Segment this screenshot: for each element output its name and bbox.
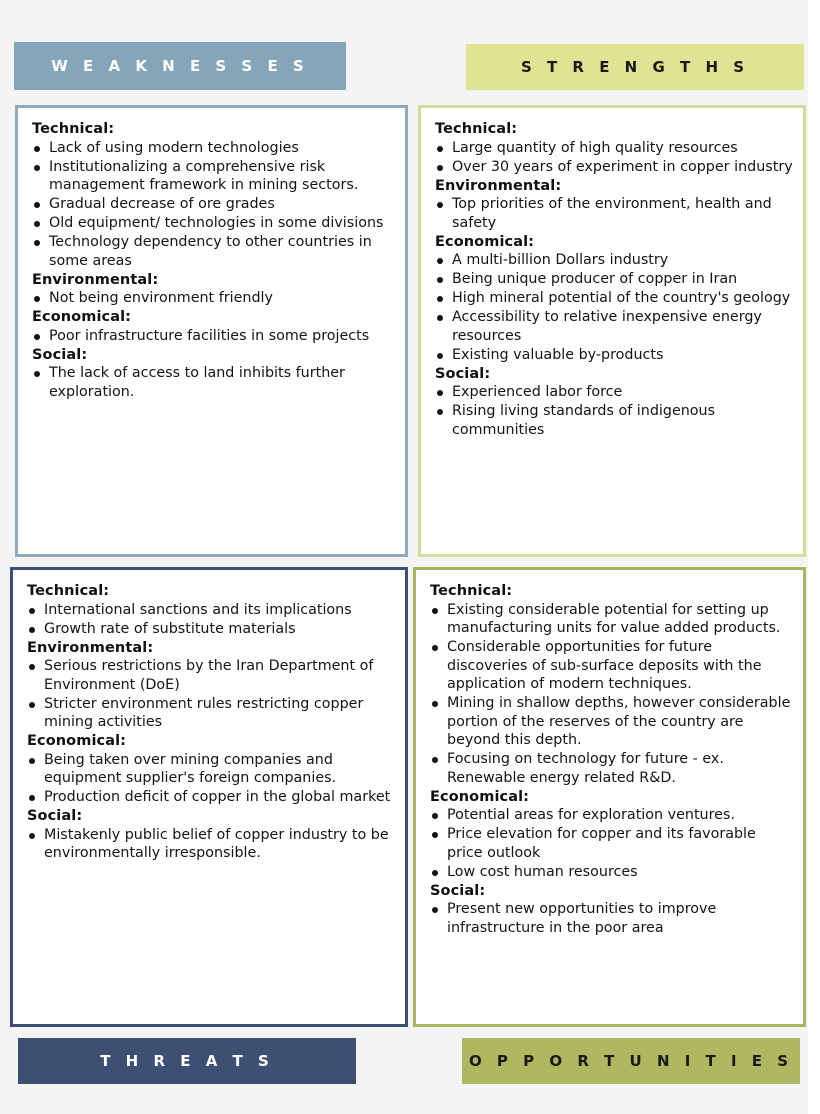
list-item: Rising living standards of indigenous communities bbox=[435, 402, 793, 439]
threats-box bbox=[10, 567, 408, 1027]
category-list bbox=[435, 195, 793, 232]
category-heading: Environmental: bbox=[32, 271, 159, 288]
list-item: International sanctions and its implications bbox=[27, 601, 395, 620]
category-heading: Technical: bbox=[32, 121, 115, 137]
threats-banner-label: T H R E A T S bbox=[100, 1052, 274, 1070]
list-item: Existing considerable potential for setting up manufacturing units for value added products. bbox=[430, 601, 793, 638]
list-item: High mineral potential of the country's geology bbox=[435, 289, 793, 308]
list-item: Lack of using modern technologies bbox=[32, 139, 395, 158]
list-item: Experienced labor force bbox=[435, 383, 793, 402]
weaknesses-content bbox=[18, 108, 405, 408]
list-item: Over 30 years of experiment in copper industry bbox=[435, 158, 793, 177]
threats-content bbox=[13, 570, 405, 869]
list-item: Being taken over mining companies and equipment supplier's foreign companies. bbox=[27, 751, 395, 788]
page-right-margin bbox=[808, 0, 820, 1114]
threats-banner bbox=[18, 1038, 356, 1084]
list-item: Top priorities of the environment, health and safety bbox=[435, 195, 793, 232]
category-heading: Environmental: bbox=[27, 639, 154, 656]
list-item: Potential areas for exploration ventures. bbox=[430, 806, 793, 825]
list-item: Considerable opportunities for future discoveries of sub-surface deposits with the application of modern techniques. bbox=[430, 638, 793, 694]
list-item: Poor infrastructure facilities in some projects bbox=[32, 327, 395, 346]
list-item: Mining in shallow depths, however considerable portion of the reserves of the country are beyond this depth. bbox=[430, 694, 793, 750]
list-item: Low cost human resources bbox=[430, 863, 793, 882]
category-list bbox=[27, 601, 395, 639]
category-heading: Economical: bbox=[27, 733, 127, 750]
list-item: Being unique producer of copper in Iran bbox=[435, 270, 793, 289]
list-item: Gradual decrease of ore grades bbox=[32, 195, 395, 214]
category-heading: Environmental: bbox=[435, 177, 562, 194]
category-list bbox=[435, 251, 793, 364]
list-item: Growth rate of substitute materials bbox=[27, 620, 395, 639]
list-item: Old equipment/ technologies in some divisions bbox=[32, 214, 395, 233]
list-item: Institutionalizing a comprehensive risk management framework in mining sectors. bbox=[32, 158, 395, 195]
list-item: Large quantity of high quality resources bbox=[435, 139, 793, 158]
list-item: Stricter environment rules restricting copper mining activities bbox=[27, 695, 395, 732]
category-list bbox=[27, 826, 395, 863]
category-heading: Technical: bbox=[430, 583, 513, 599]
list-item: Focusing on technology for future - ex. Renewable energy related R&D. bbox=[430, 750, 793, 787]
category-list bbox=[27, 657, 395, 732]
strengths-banner-label: S T R E N G T H S bbox=[520, 58, 750, 76]
list-item: Mistakenly public belief of copper industry to be environmentally irresponsible. bbox=[27, 826, 395, 863]
list-item: A multi-billion Dollars industry bbox=[435, 251, 793, 270]
category-heading: Social: bbox=[430, 882, 486, 899]
category-list bbox=[27, 751, 395, 807]
strengths-banner bbox=[466, 44, 804, 90]
category-heading: Social: bbox=[435, 365, 491, 382]
list-item: Accessibility to relative inexpensive energy resources bbox=[435, 308, 793, 345]
category-heading: Economical: bbox=[430, 788, 530, 805]
strengths-content bbox=[421, 108, 803, 446]
weaknesses-box bbox=[15, 105, 408, 557]
category-heading: Social: bbox=[27, 808, 83, 825]
category-heading: Economical: bbox=[435, 233, 535, 250]
category-heading: Technical: bbox=[435, 121, 518, 137]
opportunities-content bbox=[416, 570, 803, 944]
category-list bbox=[430, 601, 793, 788]
category-heading: Technical: bbox=[27, 583, 110, 599]
opportunities-box bbox=[413, 567, 806, 1027]
category-heading: Economical: bbox=[32, 309, 132, 326]
category-list bbox=[32, 289, 395, 308]
category-list bbox=[32, 327, 395, 346]
list-item: Production deficit of copper in the global market bbox=[27, 788, 395, 807]
category-list bbox=[435, 139, 793, 177]
list-item: Price elevation for copper and its favorable price outlook bbox=[430, 825, 793, 862]
list-item: Existing valuable by-products bbox=[435, 346, 793, 365]
weaknesses-banner bbox=[14, 42, 346, 90]
list-item: Serious restrictions by the Iran Department of Environment (DoE) bbox=[27, 657, 395, 694]
strengths-box bbox=[418, 105, 806, 557]
list-item: The lack of access to land inhibits further exploration. bbox=[32, 364, 395, 401]
category-list bbox=[32, 139, 395, 271]
weaknesses-banner-label: W E A K N E S S E S bbox=[51, 57, 309, 75]
list-item: Present new opportunities to improve infrastructure in the poor area bbox=[430, 900, 793, 937]
opportunities-banner-label: O P P O R T U N I T I E S bbox=[468, 1052, 794, 1070]
list-item: Not being environment friendly bbox=[32, 289, 395, 308]
category-heading: Social: bbox=[32, 346, 88, 363]
category-list bbox=[430, 806, 793, 881]
category-list bbox=[32, 364, 395, 401]
list-item: Technology dependency to other countries in some areas bbox=[32, 233, 395, 270]
category-list bbox=[435, 383, 793, 439]
category-list bbox=[430, 900, 793, 937]
opportunities-banner bbox=[462, 1038, 800, 1084]
